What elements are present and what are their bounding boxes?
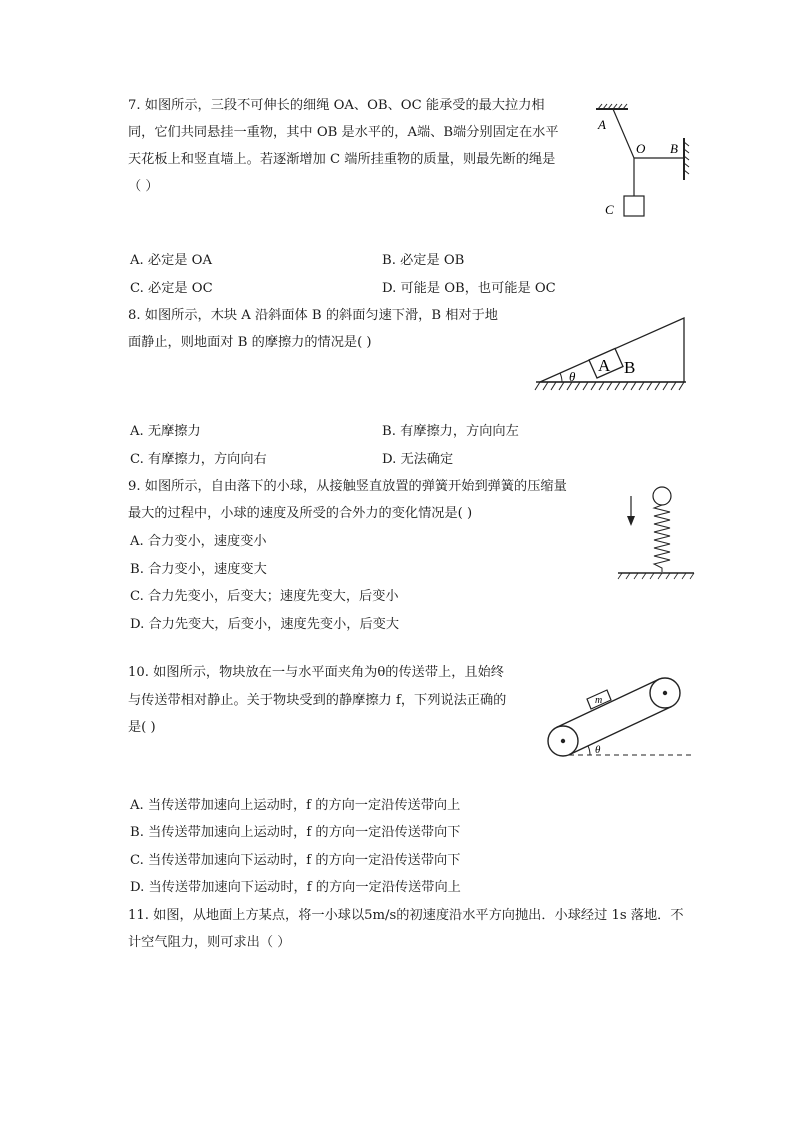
q7-label-o: O <box>636 141 646 156</box>
q7-label-a: A <box>598 117 606 132</box>
q8-line-2: 面静止，则地面对 B 的摩擦力的情况是( ) <box>128 335 372 350</box>
q7-line-3: 天花板上和竖直墙上。若逐渐增加 C 端所挂重物的质量，则最先断的绳是 <box>128 152 556 167</box>
q10-line-1: 10. 如图所示，物块放在一与水平面夹角为θ的传送带上，且始终 <box>128 665 504 680</box>
q10-option-a[interactable]: A. 当传送带加速向上运动时，f 的方向一定沿传送带向上 <box>130 798 461 813</box>
q11-line-1: 11. 如图，从地面上方某点，将一小球以5m/s的初速度沿水平方向抛出．小球经过 1s 落地．不 <box>128 908 684 923</box>
q11-line-2: 计空气阻力，则可求出（ ） <box>128 935 291 950</box>
q9-option-d[interactable]: D. 合力先变大，后变小，速度先变小，后变大 <box>130 617 400 632</box>
q9-option-b[interactable]: B. 合力变小，速度变大 <box>130 562 267 577</box>
q8-line-1: 8. 如图所示，木块 A 沿斜面体 B 的斜面匀速下滑，B 相对于地 <box>128 308 498 323</box>
q9-spring-diagram <box>612 484 698 584</box>
q7-option-b[interactable]: B. 必定是 OB <box>382 253 465 268</box>
q10-conveyor-diagram <box>540 670 694 762</box>
q9-option-a[interactable]: A. 合力变小，速度变小 <box>130 534 267 549</box>
q8-label-block: A <box>598 356 611 375</box>
q9-line-2: 最大的过程中，小球的速度及所受的合外力的变化情况是( ) <box>128 506 473 521</box>
q7-option-d[interactable]: D. 可能是 OB，也可能是 OC <box>382 281 556 296</box>
q8-label-theta: θ <box>569 369 576 384</box>
q10-line-2: 与传送带相对静止。关于物块受到的静摩擦力 f，下列说法正确的 <box>128 693 507 708</box>
q7-label-b: B <box>670 141 678 156</box>
q10-label-m: m <box>595 695 603 706</box>
q7-line-2: 同，它们共同悬挂一重物，其中 OB 是水平的，A端、B端分别固定在水平 <box>128 125 559 140</box>
q8-option-c[interactable]: C. 有摩擦力，方向向右 <box>130 452 267 467</box>
q10-option-d[interactable]: D. 当传送带加速向下运动时，f 的方向一定沿传送带向上 <box>130 880 461 895</box>
q8-option-d[interactable]: D. 无法确定 <box>382 452 454 467</box>
q9-option-c[interactable]: C. 合力先变小，后变大；速度先变大，后变小 <box>130 589 399 604</box>
q8-incline-diagram <box>532 312 692 396</box>
q10-label-theta: θ <box>595 744 601 756</box>
q8-option-a[interactable]: A. 无摩擦力 <box>130 424 201 439</box>
q7-rope-diagram <box>590 100 700 225</box>
q9-line-1: 9. 如图所示，自由落下的小球，从接触竖直放置的弹簧开始到弹簧的压缩量 <box>128 479 567 494</box>
q10-option-c[interactable]: C. 当传送带加速向下运动时，f 的方向一定沿传送带向下 <box>130 853 461 868</box>
q10-option-b[interactable]: B. 当传送带加速向上运动时，f 的方向一定沿传送带向下 <box>130 825 461 840</box>
q7-line-4: （ ） <box>128 179 159 194</box>
q8-label-wedge: B <box>624 358 636 377</box>
q7-label-c: C <box>605 202 614 217</box>
q10-line-3: 是( ) <box>128 720 156 735</box>
q8-option-b[interactable]: B. 有摩擦力，方向向左 <box>382 424 519 439</box>
q7-line-1: 7. 如图所示，三段不可伸长的细绳 OA、OB、OC 能承受的最大拉力相 <box>128 98 545 113</box>
q7-option-c[interactable]: C. 必定是 OC <box>130 281 213 296</box>
q7-option-a[interactable]: A. 必定是 OA <box>130 253 212 268</box>
